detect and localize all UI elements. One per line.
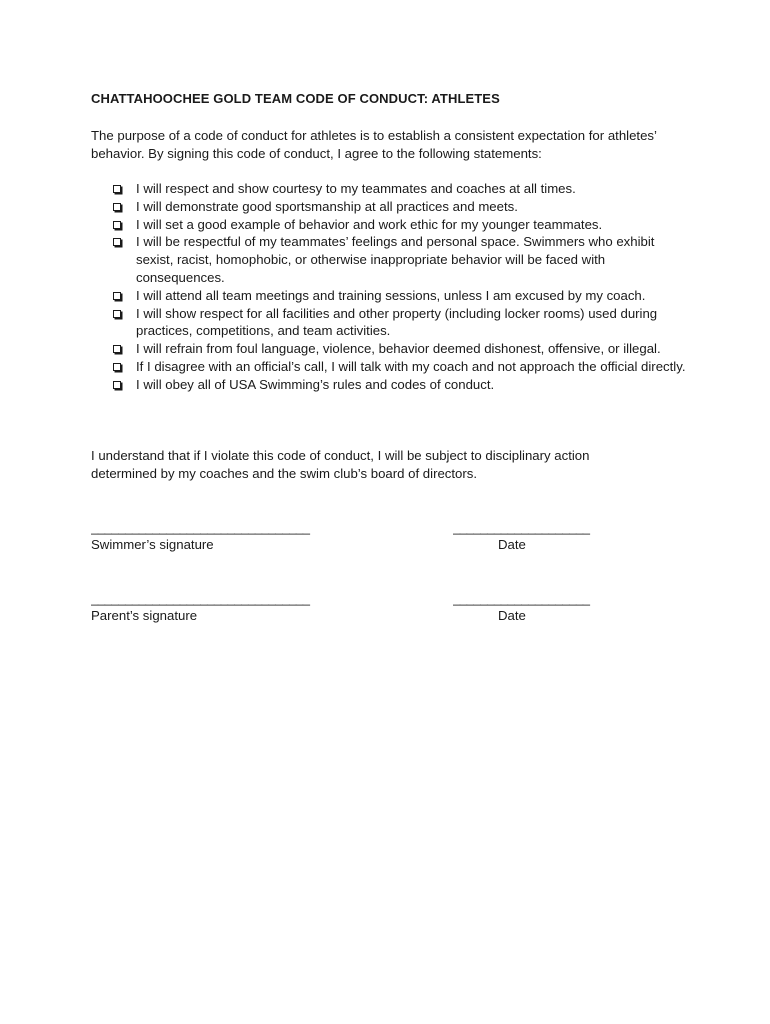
statement-item xyxy=(112,305,692,341)
checkbox-icon xyxy=(113,221,121,229)
checkbox-icon xyxy=(113,292,121,300)
statement-text: I will obey all of USA Swimming’s rules and codes of conduct. xyxy=(136,376,495,392)
checkbox-icon xyxy=(113,203,121,211)
parent-date-label: Date xyxy=(498,608,526,623)
statement-text: I will set a good example of behavior and work ethic for my younger teammates. xyxy=(136,216,603,232)
checkbox-icon xyxy=(113,238,121,246)
checkbox-icon xyxy=(113,185,121,193)
statement-item xyxy=(112,180,692,198)
parent-signature-label: Parent’s signature xyxy=(91,608,198,623)
checkbox-icon xyxy=(113,310,121,318)
statement-item xyxy=(112,216,692,234)
parent-date-line: ____________________ xyxy=(453,592,590,606)
checkbox-icon xyxy=(113,345,121,353)
checkbox-icon xyxy=(113,363,121,371)
statement-item xyxy=(112,198,692,216)
parent-signature-line: ________________________________ xyxy=(91,592,310,606)
closing-paragraph: I understand that if I violate this code of conduct, I will be subject to disciplinary action determined by my coaches and the swim club’s board of directors. xyxy=(91,448,590,481)
intro-paragraph: The purpose of a code of conduct for athletes is to establish a consistent expectation for athletes’ behavior. By signing this code of conduct, I agree to the following statements: xyxy=(91,128,657,161)
document-title: CHATTAHOOCHEE GOLD TEAM CODE OF CONDUCT: ATHLETES xyxy=(91,91,500,106)
statement-item xyxy=(112,287,692,305)
statement-text: I will demonstrate good sportsmanship at all practices and meets. xyxy=(136,198,518,214)
statement-text: I will respect and show courtesy to my teammates and coaches at all times. xyxy=(136,181,576,196)
statement-text: I will refrain from foul language, violence, behavior deemed dishonest, offensive, or illegal. xyxy=(136,341,661,357)
statement-item xyxy=(112,233,692,286)
swimmer-signature-line: ________________________________ xyxy=(91,521,310,535)
statement-text: I will show respect for all facilities and other property (including locker rooms) used during practices, competitions, and team activities. xyxy=(136,305,658,339)
statement-item xyxy=(112,340,692,358)
swimmer-date-label: Date xyxy=(498,537,526,552)
statement-item xyxy=(112,358,692,376)
statement-list xyxy=(112,180,692,394)
statement-text: If I disagree with an official’s call, I will talk with my coach and not approach the official directly. xyxy=(136,358,686,374)
checkbox-icon xyxy=(113,381,121,389)
swimmer-date-line: ____________________ xyxy=(453,521,590,535)
statement-item xyxy=(112,376,692,394)
statement-text: I will attend all team meetings and training sessions, unless I am excused by my coach. xyxy=(136,287,646,303)
swimmer-signature-label: Swimmer’s signature xyxy=(91,537,214,552)
statement-text: I will be respectful of my teammates’ feelings and personal space. Swimmers who exhibit sexist, racist, homophobic, or otherwise inappropriate behavior will be faced with consequences. xyxy=(136,234,655,285)
